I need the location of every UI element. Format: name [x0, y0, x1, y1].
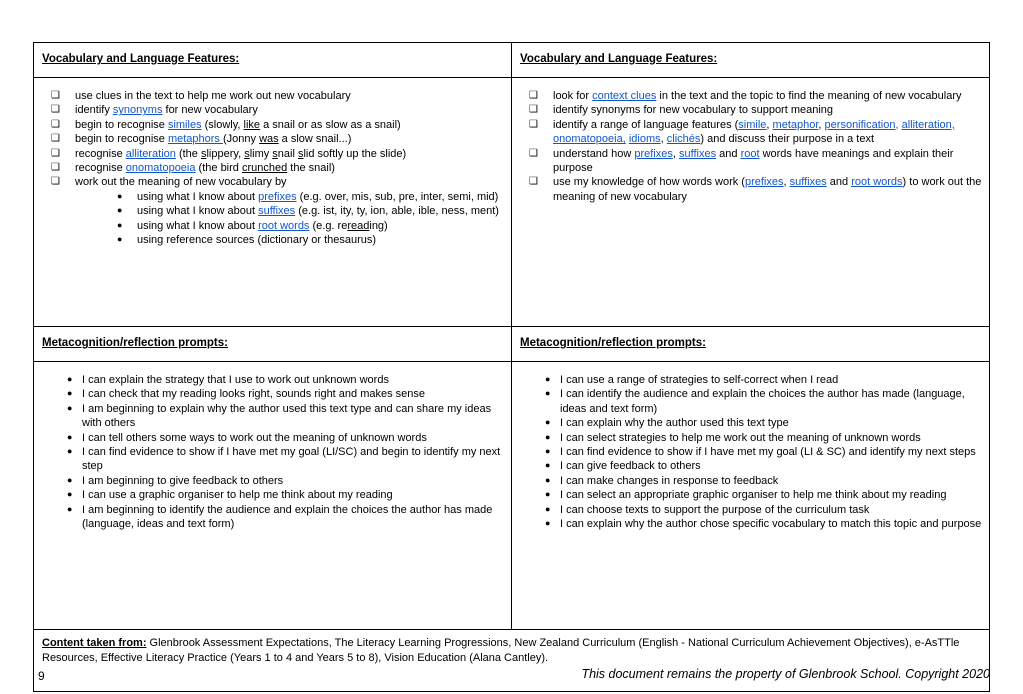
bullet-icon: ●	[545, 431, 551, 442]
list-item-text	[137, 205, 499, 217]
text-run: I am beginning to explain why the author used this text type and can share my ideas with others	[82, 402, 492, 430]
link[interactable]: metaphor	[772, 118, 819, 131]
list-item	[42, 132, 505, 146]
list-item-text	[75, 119, 401, 131]
text-run: look for	[553, 90, 593, 102]
bullet-icon: ●	[67, 489, 73, 500]
underlined-text: s	[244, 147, 250, 160]
vocab-list-cell-right	[512, 78, 990, 327]
text-run: I am beginning to give feedback to others	[82, 474, 284, 487]
list-item-text	[560, 374, 838, 386]
text-run: begin to recognise	[75, 118, 168, 131]
checkbox-icon: ❑	[51, 90, 60, 101]
text-run: a snail or as slow as a snail)	[260, 118, 401, 131]
vocab-header-right: Vocabulary and Language Features:	[520, 53, 718, 65]
list-item-text	[137, 220, 388, 232]
bullet-icon: ●	[67, 431, 73, 442]
link[interactable]: similes	[167, 118, 202, 131]
text-run: for new vocabulary	[162, 104, 258, 117]
text-run: and	[826, 176, 852, 189]
list-item	[520, 459, 983, 473]
checkbox-icon: ❑	[51, 147, 60, 159]
list-item	[42, 402, 505, 431]
link[interactable]: suffixes	[679, 147, 717, 160]
checkbox-icon: ❑	[529, 118, 538, 130]
list-item	[42, 175, 505, 189]
text-run: ) and discuss their purpose in a text	[700, 133, 875, 146]
bullet-icon: ●	[67, 503, 73, 514]
text-run: ,	[766, 118, 773, 131]
text-run: lippery,	[206, 147, 245, 160]
list-item	[42, 233, 505, 247]
link[interactable]: metaphors	[167, 133, 223, 146]
underlined-text: s	[297, 147, 304, 160]
list-item	[42, 118, 505, 132]
vocab-header-cell-left	[34, 43, 512, 78]
content-source-text: Glenbrook Assessment Expectations, The Literacy Learning Progressions, New Zealand Curriculum (English - National Curriculum Achievement Objectives), e-AsTTle Resources, Effective Literacy Practice (Years 1 to 4 and Years 5 to 8), Vision Education (Alana Cantley).	[42, 637, 960, 664]
text-run: I can identify the audience and explain the choices the author has made (language, ideas and text form)	[560, 388, 965, 415]
list-item-text	[75, 133, 351, 145]
list-item-text	[553, 119, 955, 145]
list-item	[520, 175, 983, 204]
list-item-text	[82, 403, 491, 429]
checkbox-icon: ❑	[51, 133, 60, 145]
checkbox-icon: ❑	[529, 147, 538, 159]
list-item-text	[82, 446, 500, 472]
metacog-list-right	[520, 373, 983, 531]
metacog-header-left: Metacognition/reflection prompts:	[42, 337, 228, 349]
text-run: using what I know about	[137, 219, 259, 232]
checkbox-icon: ❑	[51, 162, 60, 174]
list-item	[42, 161, 505, 175]
bullet-icon: ●	[545, 489, 551, 500]
link[interactable]: personification,	[824, 118, 899, 131]
list-item	[520, 474, 983, 488]
list-item	[42, 488, 505, 502]
list-item-text	[75, 104, 258, 116]
link[interactable]: prefixes	[744, 176, 784, 189]
text-run: I can explain the strategy that I use to work out unknown words	[82, 374, 389, 386]
text-run: ing)	[369, 219, 388, 232]
text-run: words have meanings and explain their purpose	[553, 147, 954, 175]
vocab-header-cell-right	[512, 43, 990, 78]
underlined-text: crunched	[241, 162, 288, 175]
list-item	[520, 416, 983, 430]
list-item-text	[560, 504, 869, 516]
text-run: (e.g. re	[309, 219, 348, 232]
text-run: identify	[75, 104, 113, 117]
link[interactable]: suffixes	[258, 205, 296, 218]
underlined-text: read	[347, 219, 370, 232]
text-run: begin to recognise	[75, 133, 168, 146]
list-item-text	[137, 191, 498, 203]
text-run: use clues in the text to help me work out new vocabulary	[75, 90, 351, 102]
link[interactable]: suffixes	[789, 176, 827, 189]
text-run: I can use a graphic organiser to help me think about my reading	[82, 489, 393, 502]
list-item-text	[560, 475, 778, 487]
list-item	[42, 431, 505, 445]
underlined-text: s	[272, 147, 278, 160]
list-item-text	[553, 176, 981, 202]
list-item-text	[82, 432, 427, 444]
text-run: I can give feedback to others	[560, 460, 701, 473]
link[interactable]: simile	[738, 118, 767, 131]
bullet-icon: ●	[545, 518, 551, 529]
list-item	[42, 89, 505, 103]
text-run: and	[716, 147, 741, 160]
text-run: (e.g. ist, ity, ty, ion, able, ible, ness, ment)	[295, 205, 499, 218]
bullet-icon: ●	[117, 234, 123, 245]
rubric-table	[33, 42, 990, 692]
list-item	[520, 387, 983, 416]
list-item-text	[82, 489, 393, 501]
vocab-list-left	[42, 89, 505, 247]
text-run: (e.g. over, mis, sub, pre, inter, semi, mid)	[296, 190, 499, 203]
list-item	[520, 89, 983, 103]
checkbox-icon: ❑	[51, 118, 60, 130]
text-run: I can choose texts to support the purpose of the curriculum task	[560, 503, 870, 516]
checkbox-icon: ❑	[51, 176, 60, 188]
text-run: I can find evidence to show if I have met my goal (LI/SC) and begin to identify my next step	[82, 446, 501, 473]
copyright-notice: This document remains the property of Glenbrook School. Copyright 2020	[581, 667, 990, 681]
text-run: ,	[660, 133, 667, 146]
link[interactable]: clichés	[666, 133, 701, 146]
text-run: (Jonny	[222, 133, 260, 146]
list-item	[42, 503, 505, 532]
bullet-icon: ●	[67, 474, 73, 485]
list-item	[42, 387, 505, 401]
bullet-icon: ●	[545, 417, 551, 428]
list-item	[42, 190, 505, 204]
text-run: a slow snail...)	[278, 133, 352, 146]
text-run: understand how	[553, 147, 635, 160]
text-run: I can select an appropriate graphic organiser to help me think about my reading	[560, 489, 947, 502]
list-item-text	[560, 489, 946, 501]
underlined-text: like	[243, 118, 261, 131]
vocab-header-left: Vocabulary and Language Features:	[42, 53, 240, 65]
text-run: identify synonyms for new vocabulary to support meaning	[553, 104, 834, 117]
text-run: using what I know about	[137, 190, 259, 203]
text-run: lid softly up the slide)	[303, 147, 407, 160]
checkbox-icon: ❑	[51, 104, 60, 116]
list-item	[42, 103, 505, 117]
vocab-list-right	[520, 89, 983, 204]
list-item	[42, 474, 505, 488]
vocab-list-cell-left	[34, 78, 512, 327]
bullet-icon: ●	[545, 388, 551, 399]
text-run: I can select strategies to help me work out the meaning of unknown words	[560, 431, 921, 444]
text-run: use my knowledge of how words work (	[553, 176, 745, 189]
metacog-list-left	[42, 373, 505, 531]
text-run: work out the meaning of new vocabulary by	[75, 176, 287, 189]
list-item-text	[560, 388, 965, 414]
list-item-text	[75, 162, 335, 174]
list-item-text	[82, 475, 283, 487]
text-run: ) to work out the meaning of new vocabulary	[553, 176, 982, 203]
link[interactable]: prefixes	[634, 147, 673, 160]
text-run: ,	[783, 176, 790, 189]
bullet-icon: ●	[545, 374, 551, 384]
text-run: using reference sources (dictionary or thesaurus)	[137, 234, 377, 247]
text-run: ,	[818, 118, 825, 131]
link[interactable]: synonyms	[112, 104, 163, 117]
metacog-list-cell-left	[34, 362, 512, 630]
link[interactable]: context clues	[592, 90, 657, 102]
text-run: I can explain why the author chose specific vocabulary to match this topic and purpose	[560, 518, 982, 531]
bullet-icon: ●	[67, 446, 73, 457]
text-run: recognise	[75, 162, 126, 175]
list-item	[42, 219, 505, 233]
content-source-label: Content taken from:	[42, 637, 147, 649]
bullet-icon: ●	[67, 402, 73, 413]
content-source-cell	[34, 630, 990, 692]
list-item-text	[75, 176, 287, 188]
list-item	[520, 118, 983, 147]
list-item-text	[75, 90, 351, 102]
bullet-icon: ●	[545, 460, 551, 471]
text-run: I can check that my reading looks right, sounds right and makes sense	[82, 388, 426, 401]
checkbox-icon: ❑	[529, 104, 538, 116]
list-item-text	[75, 148, 406, 160]
list-item	[520, 503, 983, 517]
list-item	[520, 488, 983, 502]
text-run: identify a range of language features (	[553, 118, 739, 131]
bullet-icon: ●	[117, 219, 123, 230]
text-run: ,	[672, 147, 679, 160]
link[interactable]: onomatopoeia	[125, 162, 196, 175]
bullet-icon: ●	[67, 374, 73, 384]
text-run: I can find evidence to show if I have met my goal (LI & SC) and identify my next steps	[560, 446, 976, 459]
bullet-icon: ●	[545, 474, 551, 485]
checkbox-icon: ❑	[529, 90, 538, 101]
text-run: (slowly,	[201, 118, 244, 131]
bullet-icon: ●	[545, 446, 551, 457]
list-item	[42, 373, 505, 387]
bullet-icon: ●	[67, 388, 73, 399]
list-item-text	[560, 518, 981, 530]
link[interactable]: root	[740, 147, 760, 160]
list-item	[42, 147, 505, 161]
text-run: recognise	[75, 147, 126, 160]
text-run: (the	[175, 147, 201, 160]
checkbox-icon: ❑	[529, 176, 538, 188]
text-run: in the text and the topic to find the meaning of new vocabulary	[656, 90, 962, 102]
list-item-text	[553, 148, 953, 174]
list-item-text	[553, 90, 961, 102]
text-run: I can explain why the author used this text type	[560, 417, 789, 430]
underlined-text: s	[200, 147, 207, 160]
text-run: limy	[249, 147, 273, 160]
list-item	[520, 445, 983, 459]
list-item-text	[82, 504, 492, 530]
list-item	[42, 445, 505, 474]
text-run: I can use a range of strategies to self-correct when I read	[560, 374, 839, 386]
link[interactable]: alliteration	[125, 147, 176, 160]
metacog-header-cell-left	[34, 327, 512, 362]
list-item	[42, 204, 505, 218]
list-item	[520, 373, 983, 387]
list-item	[520, 517, 983, 531]
link[interactable]: alliteration,	[901, 118, 955, 131]
bullet-icon: ●	[117, 190, 123, 201]
text-run: the snail)	[287, 162, 335, 175]
link[interactable]: idioms	[628, 133, 661, 146]
list-item-text	[82, 388, 425, 400]
text-run: using what I know about	[137, 205, 259, 218]
list-item-text	[82, 374, 389, 386]
metacog-header-cell-right	[512, 327, 990, 362]
metacog-list-cell-right	[512, 362, 990, 630]
link[interactable]: prefixes	[258, 190, 297, 203]
link[interactable]: root words	[851, 176, 903, 189]
list-item-text	[553, 104, 833, 116]
list-item	[520, 431, 983, 445]
list-item	[520, 147, 983, 176]
list-item-text	[560, 417, 789, 429]
link[interactable]: onomatopoeia,	[553, 133, 626, 146]
bullet-icon: ●	[117, 205, 123, 216]
link[interactable]: root words	[258, 219, 310, 232]
text-run: nail	[277, 147, 298, 160]
list-item	[520, 103, 983, 117]
metacog-header-right: Metacognition/reflection prompts:	[520, 337, 706, 349]
text-run: (the bird	[195, 162, 242, 175]
bullet-icon: ●	[545, 503, 551, 514]
text-run: I am beginning to identify the audience and explain the choices the author has made (language, ideas and text form)	[82, 503, 493, 531]
list-item-text	[560, 446, 976, 458]
list-item-text	[560, 432, 921, 444]
page-number: 9	[38, 669, 45, 683]
list-item-text	[137, 234, 376, 246]
text-run: I can make changes in response to feedback	[560, 474, 779, 487]
text-run: I can tell others some ways to work out the meaning of unknown words	[82, 431, 427, 444]
underlined-text: was	[259, 133, 279, 146]
list-item-text	[560, 460, 701, 472]
